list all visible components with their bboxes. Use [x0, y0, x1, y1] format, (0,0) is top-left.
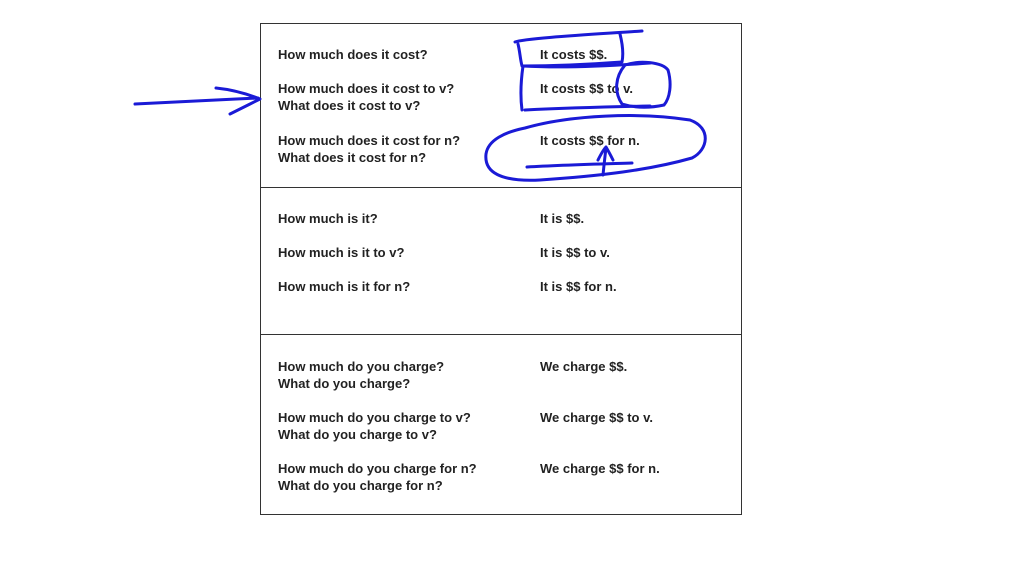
section-divider: [261, 187, 741, 188]
answer-line: It is $$ to v.: [540, 245, 610, 260]
answer-line: We charge $$ to v.: [540, 410, 653, 425]
pointer-arrow-annotation: [135, 88, 260, 114]
lesson-box: [260, 23, 742, 515]
question-line: What do you charge for n?: [278, 478, 443, 493]
question-line: How much do you charge to v?: [278, 410, 471, 425]
answer-line: It costs $$ for n.: [540, 133, 640, 148]
question-line: How much does it cost?: [278, 47, 428, 62]
answer-line: It costs $$ to v.: [540, 81, 633, 96]
question-line: What does it cost to v?: [278, 98, 421, 113]
answer-line: It is $$.: [540, 211, 585, 226]
question-line: What does it cost for n?: [278, 150, 427, 165]
question-line: How much is it?: [278, 211, 378, 226]
question-line: How much does it cost for n?: [278, 133, 461, 148]
question-line: How much does it cost to v?: [278, 81, 455, 96]
question-line: What do you charge?: [278, 376, 411, 391]
answer-line: We charge $$.: [540, 359, 628, 374]
question-line: How much do you charge for n?: [278, 461, 477, 476]
question-line: How much is it for n?: [278, 279, 411, 294]
answer-line: We charge $$ for n.: [540, 461, 660, 476]
question-line: How much do you charge?: [278, 359, 445, 374]
question-line: How much is it to v?: [278, 245, 405, 260]
answer-line: It costs $$.: [540, 47, 608, 62]
answer-line: It is $$ for n.: [540, 279, 617, 294]
section-divider: [261, 334, 741, 335]
question-line: What do you charge to v?: [278, 427, 437, 442]
